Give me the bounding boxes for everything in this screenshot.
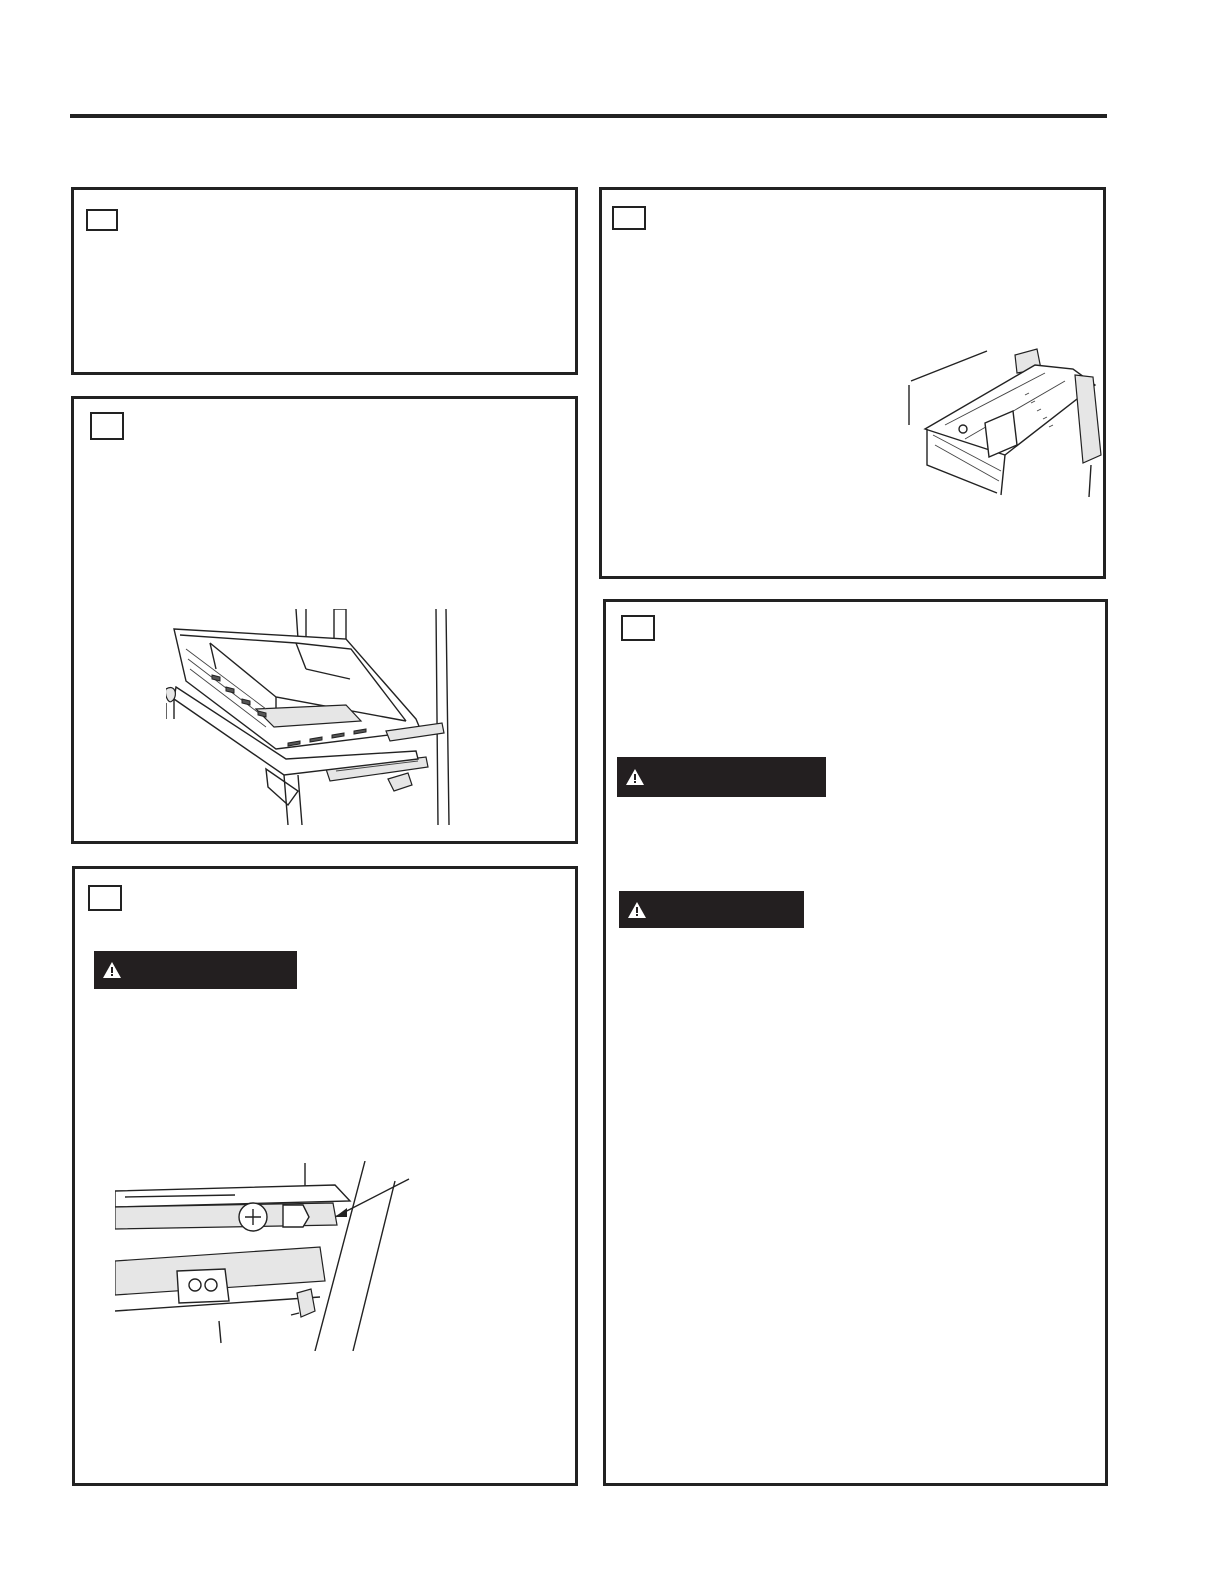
panel-step-4 [599,187,1106,579]
drawer-tilt-illustration [905,345,1105,497]
warning-label [619,891,804,928]
panel-step-2 [71,396,578,844]
step-number-box [86,209,118,231]
step-number-box [612,206,646,230]
warning-label [94,951,297,989]
warning-triangle-icon [625,768,645,786]
warning-label [617,757,826,797]
top-rule [70,114,1107,118]
panel-step-5 [603,599,1108,1486]
step-number-box [88,885,122,911]
panel-step-1 [71,187,578,375]
panel-step-3 [72,866,578,1486]
step-number-box [90,412,124,440]
warning-triangle-icon [102,961,122,979]
step-number-box [621,615,655,641]
warning-triangle-icon [627,901,647,919]
bracket-closeup-illustration [115,1161,415,1351]
drawer-removal-illustration [166,609,486,829]
